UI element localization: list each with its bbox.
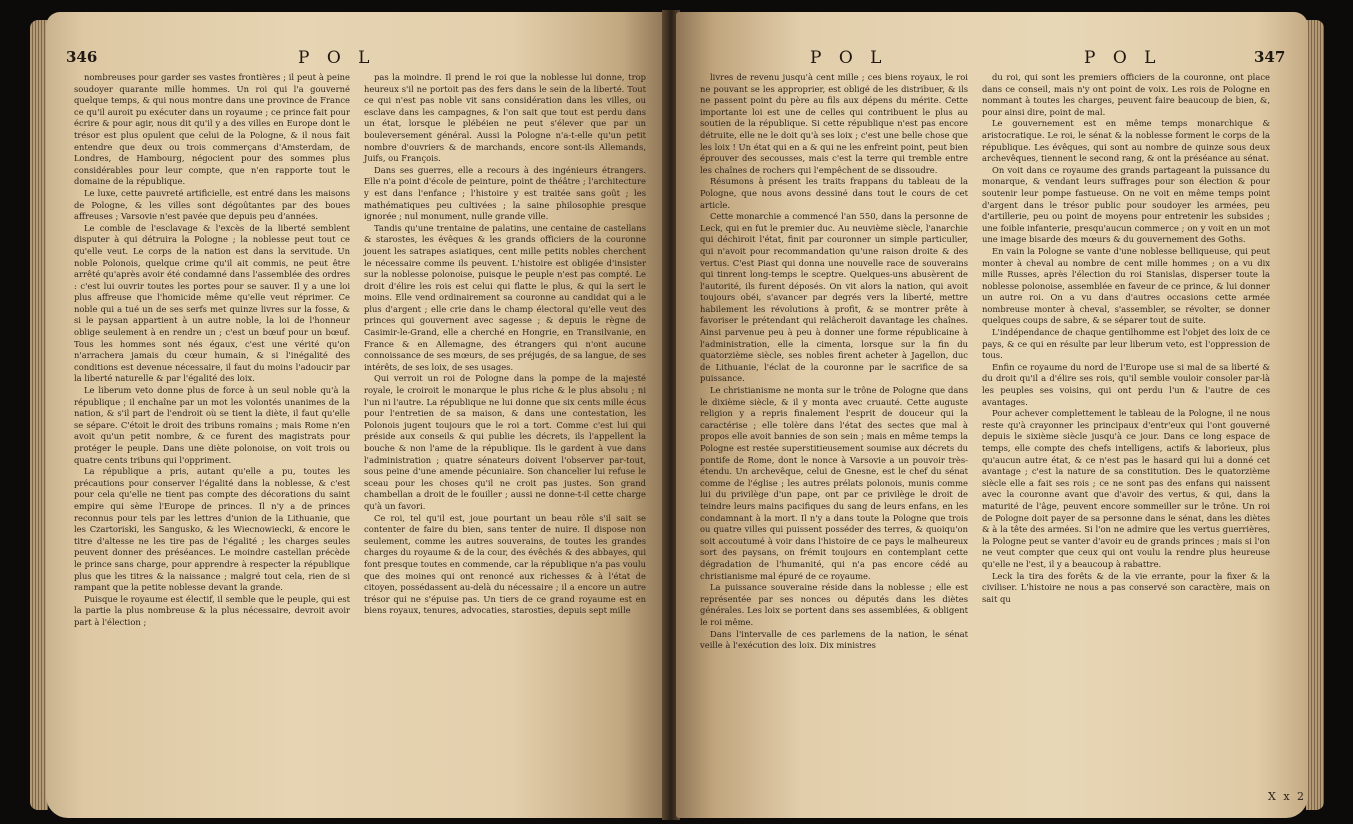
paragraph: Pour achever complettement le tableau de la Pologne, il ne nous reste qu'à crayonner les principaux d'entr'eux qui l'ont gouverné depuis le sixième siècle jusqu'à ce jour. Dans ce long espace de temps, elle compte des chefs intelligens, actifs & laborieux, plus qu'aucun autre état, & ce n'est pas le hasard qui lui a donné cet avantage ; c'est la nature de sa constitution. Des le quatorzième siècle elle a fait ses rois ; ce ne sont pas des enfans qui naissent avec la couronne avant que d'avoir des vertus, & qui, dans la maturité de l'âge, peuvent encore sommeiller sur le trône. Un roi de Pologne doit payer de sa personne dans le sénat, dans les diètes & à la tête des armées. Si l'on ne admire que les vertus guerrières, la Pologne peut se vanter d'avoir eu de grands princes ; mais si l'on ne veut compter que ceux qui ont voulu la rendre plus heureuse qu'elle ne l'est, il y a beaucoup à rabattre. xyxy=(982,408,1270,569)
paragraph: nombreuses pour garder ses vastes frontières ; il peut à peine soudoyer quarante mille hommes. Un roi qui l'a gouverné quelque temps, & qui nous montre dans une province de France ce qu'il auroit pu exécuter dans un royaume ; ce prince fait pour écrire & pour agir, nous dit qu'il y a des villes en Europe dont le trésor est plus opulent que celui de la Pologne, & il nous fait entendre que deux ou trois commerçans d'Amsterdam, de Londres, de Hambourg, négocient pour des sommes plus considérables pour leur compte, que n'en rapporte tout le domaine de la république. xyxy=(74,72,350,187)
paragraph: Puisque le royaume est électif, il semble que le peuple, qui est la partie la plus nombreuse & la plus nécessaire, devroit avoir part à l'élection ; xyxy=(74,593,350,627)
paragraph: pas la moindre. Il prend le roi que la noblesse lui donne, trop heureux s'il ne portoit pas des fers dans le sein de la liberté. Tout ce qui n'est pas noble vit sans considération dans les villes, ou esclave dans les campagnes, & l'on sait que tout est perdu dans un état, lorsque le plébéien ne peut s'élever que par un bouleversement général. Aussi la Pologne n'a-t-elle qu'un petit nombre d'ouvriers & de marchands, encore sont-ils Allemands, Juifs, ou François. xyxy=(364,72,646,164)
right-page xyxy=(676,12,1308,818)
left-running-head: P O L xyxy=(298,48,376,68)
left-page xyxy=(46,12,666,818)
paragraph: Le gouvernement est en même temps monarchique & aristocratique. Le roi, le sénat & la noblesse forment le corps de la république. Les évêques, qui sont au nombre de quinze sous deux archevêques, tiennent le second rang, & ont la préséance au sénat. xyxy=(982,118,1270,164)
left-page-number: 346 xyxy=(66,48,98,66)
paragraph: En vain la Pologne se vante d'une noblesse belliqueuse, qui peut monter à cheval au nombre de cent mille hommes ; on a vu dix mille Russes, après l'élection du roi Stanislas, disperser toute la noblesse polonoise, assemblée en faveur de ce prince, & lui donner un autre roi. On a vu dans d'autres occasions cette armée nombreuse monter à cheval, s'assembler, se révolter, se donner quelques coups de sabre, & se séparer tout de suite. xyxy=(982,245,1270,326)
left-column-2 xyxy=(364,72,646,617)
paragraph: Le liberum veto donne plus de force à un seul noble qu'à la république ; il enchaîne par un mot les volontés unanimes de la nation, & s'il part de l'endroit où se tient la diète, il faut qu'elle se sépare. C'étoit le droit des tribuns romains ; mais Rome n'en avoit qu'un petit nombre, & ce furent des magistrats pour protéger le peuple. Dans une diète polonoise, on voit trois ou quatre cents tribuns qui l'oppriment. xyxy=(74,385,350,465)
paragraph: Résumons à présent les traits frappans du tableau de la Pologne, que nous avons dessiné dans tout le cours de cet article. xyxy=(700,176,968,210)
paragraph: La puissance souveraine réside dans la noblesse ; elle est représentée par ses nonces ou députés dans les diètes générales. Les loix se portent dans ses assemblées, & obligent le roi même. xyxy=(700,582,968,627)
paragraph: Cette monarchie a commencé l'an 550, dans la personne de Leck, qui en fut le premier duc. Au neuvième siècle, l'anarchie qui déchiroit l'état, finit par couronner un simple particulier, qui n'avoit pour recommandation qu'une raison droite & des vertus. C'est Piast qui donna une nouvelle race de souverains qui tinrent long-temps le sceptre. Quelques-uns abusèrent de l'autorité, ils furent déposés. On vit alors la nation, qui avoit toujours obéi, s'avancer par degrés vers la liberté, mettre habilement les révolutions à profit, & se montrer prête à favoriser le prétendant qui relâcheroit davantage les chaînes. Ainsi parvenue peu à peu à donner une forme républicaine à l'administration, elle la cimenta, lorsque sur la fin du quatorzième siècle, ses nobles firent acheter à Jagellon, duc de Lithuanie, l'éclat de la couronne par le sacrifice de sa puissance. xyxy=(700,211,968,384)
right-running-head-1: P O L xyxy=(810,48,888,68)
signature-mark: X x 2 xyxy=(1268,790,1307,803)
paragraph: Ce roi, tel qu'il est, joue pourtant un beau rôle s'il sait se contenter de faire du bien, sans tenter de nuire. Il dispose non seulement, comme les autres souverains, de toutes les grandes charges du royaume & de la cour, des évêchés & des abbayes, qui font presque toutes en commende, car la république n'a pas voulu que des moines qui ont renoncé aux richesses & à l'état de citoyen, possédassent au-delà du nécessaire ; il a encore un autre trésor qui ne s'épuise pas. Un tiers de ce grand royaume est en biens royaux, tenures, advocaties, starosties, depuis sept mille xyxy=(364,512,646,616)
right-page-number: 347 xyxy=(1254,48,1286,66)
paragraph: Le comble de l'esclavage & l'excès de la liberté semblent disputer à qui détruira la Pologne ; la noblesse peut tout ce qu'elle veut. Le corps de la nation est dans la servitude. Un noble Polonois, quelque crime qu'il ait commis, ne peut être arrêté qu'après avoir été condamné dans l'assemblée des ordres : c'est lui ouvrir toutes les portes pour se sauver. Il y a une loi plus affreuse que l'homicide même qu'elle veut réprimer. Ce noble qui a tué un de ses serfs met quinze livres sur la fosse, & si le paysan appartient à un autre noble, la loi de l'honneur oblige seulement à en rendre un ; c'est un bœuf pour un bœuf. Tous les hommes sont nés égaux, c'est une vérité qu'on n'arrachera jamais du cœur humain, & si l'inégalité des conditions est devenue nécessaire, il faut du moins l'adoucir par la liberté naturelle & par l'égalité des loix. xyxy=(74,222,350,384)
paragraph: Enfin ce royaume du nord de l'Europe use si mal de sa liberté & du droit qu'il a d'élire ses rois, qu'il semble vouloir consoler par-là les peuples ses voisins, qui ont perdu l'un & l'autre de ces avantages. xyxy=(982,361,1270,407)
right-column-2 xyxy=(982,72,1270,605)
paragraph: Dans l'intervalle de ces parlemens de la nation, le sénat veille à l'exécution des loix. Dix ministres xyxy=(700,628,968,651)
paragraph: Tandis qu'une trentaine de palatins, une centaine de castellans & starostes, les évêques & les grands officiers de la couronne jouent les satrapes asiatiques, cent mille petits nobles cherchent le nécessaire comme ils peuvent. L'histoire est obligée d'insister sur la noblesse polonoise, puisque le peuple n'est pas compté. Le droit d'élire les rois est celui qui flatte le plus, & qui la sert le moins. Elle vend ordinairement sa couronne au candidat qui a le plus d'argent ; elle crie dans le champ électoral qu'elle veut des princes qui gouvernent avec sagesse ; & depuis le règne de Casimir-le-Grand, elle a cherché en Hongrie, en Transilvanie, en France & en Allemagne, des étrangers qui n'ont aucune connoissance de ses mœurs, de ses préjugés, de sa langue, de ses intérêts, de ses loix, de ses usages. xyxy=(364,222,646,372)
paragraph: du roi, qui sont les premiers officiers de la couronne, ont place dans ce conseil, mais n'y ont point de voix. Les rois de Pologne en nommant à toutes les charges, peuvent faire beaucoup de bien, &, pour ainsi dire, point de mal. xyxy=(982,72,1270,117)
paragraph: On voit dans ce royaume des grands partageant la puissance du monarque, & vendant leurs suffrages pour son élection & pour soutenir leur pompe fastueuse. On ne voit en même temps point d'argent dans le trésor public pour soudoyer les armées, peu d'artillerie, peu ou point de moyens pour entretenir les subsides ; une foible infanterie, presqu'aucun commerce ; on y voit en un mot une image bisarde des mœurs & du gouvernement des Goths. xyxy=(982,164,1270,245)
left-column-1 xyxy=(74,72,350,629)
paragraph: L'indépendance de chaque gentilhomme est l'objet des loix de ce pays, & ce qui en résulte par leur liberum veto, est l'oppression de tous. xyxy=(982,327,1270,361)
paragraph: livres de revenu jusqu'à cent mille ; ces biens royaux, le roi ne pouvant se les approprier, est obligé de les distribuer, & ils ne passent point du père au fils aux dépens du mérite. Cette importante loi est une de celles qui contribuent le plus au soutien de la république. Si cette république n'est pas encore détruite, elle ne le doit qu'à ses loix ; c'est une belle chose que les loix ! Un état qui en a & qui ne les enfreint point, peut bien éprouver des secousses, mais c'est la terre qui tremble entre les chaînes de rochers qui l'empêchent de se dissoudre. xyxy=(700,72,968,175)
paragraph: Qui verroit un roi de Pologne dans la pompe de la majesté royale, le croiroit le monarque le plus riche & le plus absolu ; ni l'un ni l'autre. La république ne lui donne que six cents mille écus pour l'entretien de sa maison, & dans une contestation, les Polonois jugent toujours que le roi a tort. Comme c'est lui qui préside aux conseils & qui publie les décrets, ils l'appellent la bouche & non l'ame de la république. Ils le gardent à vue dans l'administration ; quatre sénateurs doivent l'observer par-tout, sous peine d'une amende pécuniaire. Son chancelier lui refuse le sceau pour les choses qu'il ne croit pas justes. Son grand chambellan a droit de le fouiller ; aussi ne donne-t-il cette charge qu'à un favori. xyxy=(364,373,646,511)
paragraph: Dans ses guerres, elle a recours à des ingénieurs étrangers. Elle n'a point d'école de peinture, point de théâtre ; l'architecture y est dans l'enfance ; l'histoire y est traitée sans goût ; les mathématiques peu cultivées ; la saine philosophie presque ignorée ; nul monument, nulle grande ville. xyxy=(364,164,646,222)
paragraph: Le luxe, cette pauvreté artificielle, est entré dans les maisons de Pologne, & les villes sont dégoûtantes par des boues affreuses ; Varsovie n'est pavée que depuis peu d'années. xyxy=(74,187,350,222)
right-column-1 xyxy=(700,72,968,652)
right-running-head-2: P O L xyxy=(1084,48,1162,68)
paragraph: Leck la tira des forêts & de la vie errante, pour la fixer & la civiliser. L'histoire ne nous a pas conservé son caractère, mais on sait qu xyxy=(982,570,1270,604)
right-page-edges xyxy=(1306,20,1324,810)
paragraph: La république a pris, autant qu'elle a pu, toutes les précautions pour conserver l'égalité dans la noblesse, & c'est pour cela qu'elle ne tient pas compte des décorations du saint empire qui sème l'Europe de princes. Il n'y a de princes reconnus pour tels par les lettres d'union de la Lithuanie, que les Czartoriski, les Sangusko, & les Wiecnowiecki, & encore le titre d'altesse ne les tire pas de l'égalité ; les charges seules peuvent donner des préséances. Le moindre castellan précède le prince sans charge, pour apprendre à respecter la république plus que les titres & la naissance ; malgré tout cela, rien de si rampant que la petite noblesse devant la grande. xyxy=(74,466,350,593)
paragraph: Le christianisme ne monta sur le trône de Pologne que dans le dixième siècle, & il y monta avec cruauté. Cette auguste religion y a repris finalement l'esprit de douceur qui la caractérise ; elle tolère dans l'état des sectes que mal à propos elle avoit bannies de son sein ; mais en même temps la Pologne est restée superstitieusement soumise aux décrets du pontife de Rome, dont le nonce à Varsovie a un pouvoir très-étendu. Un archevêque, celui de Gnesne, est le chef du sénat comme de l'église ; les autres prélats polonois, munis comme lui du privilège d'un pape, ont par ce privilège le droit de teindre leurs mains pacifiques du sang de leurs enfans, en les condamnant à la mort. Il n'y a dans toute la Pologne que trois ou quatre villes qui puissent posséder des terres, & quoiqu'on soit accoutumé à voir dans l'histoire de ce pays le malheureux sort des paysans, on frémit toujours en contemplant cette dégradation de l'humanité, qui n'a pas encore cédé au christianisme mal épuré de ce royaume. xyxy=(700,385,968,581)
